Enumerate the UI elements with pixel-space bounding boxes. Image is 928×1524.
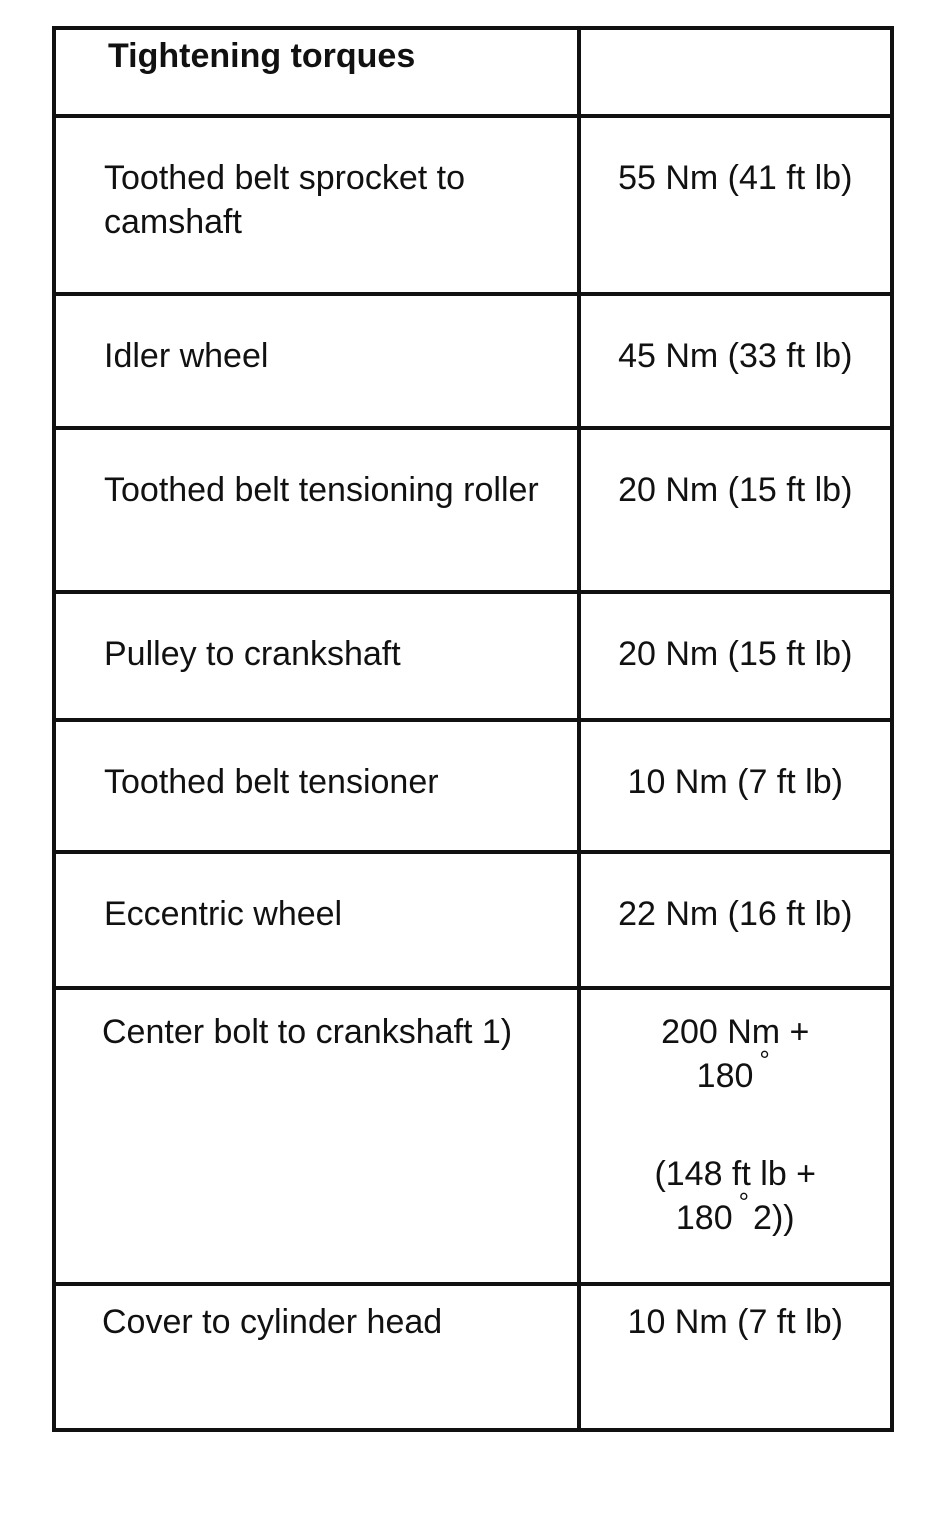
table-row	[54, 1284, 892, 1430]
value-spacer	[581, 1100, 891, 1152]
row-value-multiline	[579, 988, 893, 1284]
row-value: 10 Nm (7 ft lb)	[579, 720, 893, 852]
footnote-ref: 2))	[753, 1199, 795, 1237]
value-line-nm: 200 Nm +	[661, 1013, 810, 1051]
value-line-angle	[581, 1045, 891, 1100]
row-label: Toothed belt tensioner	[54, 720, 579, 852]
degree-symbol: °	[759, 1045, 770, 1075]
row-label: Toothed belt tensioning roller	[54, 428, 579, 592]
table-header-row	[54, 28, 892, 116]
row-label: Pulley to crankshaft	[54, 592, 579, 720]
table-row	[54, 294, 892, 428]
header-value-cell	[579, 28, 893, 116]
table-row	[54, 428, 892, 592]
table-row	[54, 592, 892, 720]
tightening-torques-table	[52, 26, 894, 1432]
table-row	[54, 988, 892, 1284]
row-value: 20 Nm (15 ft lb)	[579, 592, 893, 720]
degree-symbol: °	[738, 1187, 750, 1217]
table-row	[54, 852, 892, 988]
row-label: Eccentric wheel	[54, 852, 579, 988]
value-line-angle-footnote	[581, 1187, 891, 1242]
row-label: Center bolt to crankshaft 1)	[54, 988, 579, 1284]
row-value: 22 Nm (16 ft lb)	[579, 852, 893, 988]
table-row	[54, 720, 892, 852]
row-label: Cover to cylinder head	[54, 1284, 579, 1430]
angle-number: 180	[696, 1057, 754, 1095]
row-value: 55 Nm (41 ft lb)	[579, 116, 893, 294]
row-label: Toothed belt sprocket to camshaft	[54, 116, 579, 294]
value-line-ftlb: (148 ft lb +	[654, 1155, 817, 1193]
row-value: 10 Nm (7 ft lb)	[579, 1284, 893, 1430]
row-value: 45 Nm (33 ft lb)	[579, 294, 893, 428]
row-value: 20 Nm (15 ft lb)	[579, 428, 893, 592]
table-row	[54, 116, 892, 294]
row-label: Idler wheel	[54, 294, 579, 428]
angle-number: 180	[675, 1199, 733, 1237]
table-title: Tightening torques	[54, 28, 579, 116]
